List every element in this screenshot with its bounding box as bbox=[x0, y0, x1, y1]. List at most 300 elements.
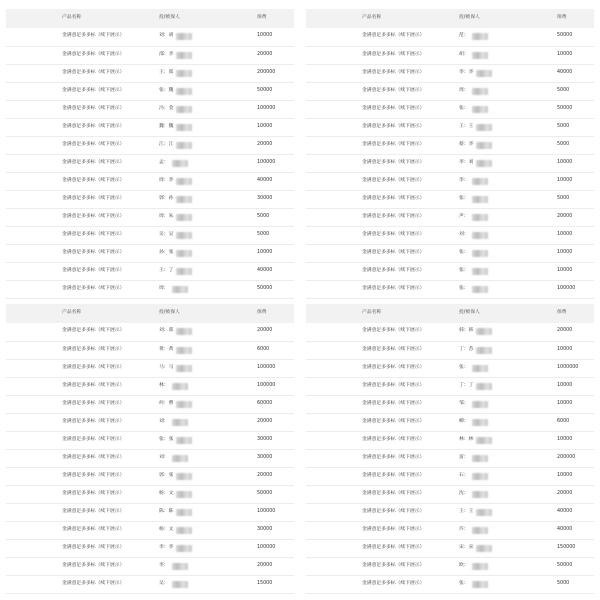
table-body bbox=[306, 28, 594, 298]
product-name-cell: 金满意足多多标（续下展示） bbox=[362, 87, 425, 93]
holder-cell bbox=[459, 100, 557, 118]
policy-table bbox=[306, 304, 594, 594]
premium-cell: 40000 bbox=[557, 69, 573, 75]
product-name-cell: 金满意足多多标（续下展示） bbox=[362, 436, 425, 442]
product-name-cell: 金满意足多多标（续下展示） bbox=[362, 346, 425, 352]
holder-name: 冯：金 bbox=[159, 105, 174, 111]
holder-name: 郭：张 bbox=[159, 472, 174, 478]
premium-cell: 20000 bbox=[257, 51, 273, 57]
premium-cell: 15000 bbox=[257, 580, 273, 586]
privacy-blur-mask bbox=[472, 250, 488, 257]
holder-cell bbox=[159, 503, 257, 521]
holder-cell bbox=[159, 539, 257, 557]
header-holder: 投/被保人 bbox=[159, 15, 180, 21]
holder-name: 刘： bbox=[159, 418, 169, 424]
privacy-blur-mask bbox=[472, 581, 488, 588]
holder-name: 杨：文 bbox=[159, 490, 174, 496]
holder-name: 张： bbox=[459, 580, 469, 586]
holder-cell-content bbox=[459, 250, 557, 257]
product-name-cell: 金满意足多多标（续下展示） bbox=[62, 400, 125, 406]
holder-cell bbox=[159, 521, 257, 539]
privacy-blur-mask bbox=[472, 563, 488, 570]
premium-cell: 40000 bbox=[557, 526, 573, 532]
premium-cell: 100000 bbox=[257, 364, 276, 370]
holder-name: 张： bbox=[459, 249, 469, 255]
holder-name: 李： bbox=[159, 562, 169, 568]
table-row bbox=[6, 28, 294, 46]
product-name-cell: 金满意足多多标（续下展示） bbox=[362, 141, 425, 147]
privacy-blur-mask bbox=[472, 106, 488, 113]
table-row bbox=[306, 64, 594, 82]
holder-cell bbox=[459, 244, 557, 262]
privacy-blur-mask bbox=[476, 70, 492, 77]
table-row bbox=[6, 323, 294, 341]
product-name-cell: 金满意足多多标（续下展示） bbox=[62, 159, 125, 165]
table-row bbox=[306, 262, 594, 280]
holder-cell-content bbox=[159, 365, 257, 372]
product-name-cell: 金满意足多多标（续下展示） bbox=[362, 213, 425, 219]
product-name-cell: 金满意足多多标（续下展示） bbox=[62, 544, 125, 550]
holder-cell-content bbox=[459, 124, 557, 131]
header-product-name: 产品名称 bbox=[62, 15, 82, 21]
premium-cell: 50000 bbox=[257, 490, 273, 496]
product-name-cell: 金满意足多多标（续下展示） bbox=[62, 580, 125, 586]
table-row bbox=[6, 377, 294, 395]
premium-cell: 20000 bbox=[557, 490, 573, 496]
holder-cell bbox=[159, 82, 257, 100]
holder-cell-content bbox=[459, 328, 557, 335]
table-row bbox=[306, 208, 594, 226]
holder-name: 王：丁 bbox=[159, 267, 174, 273]
privacy-blur-mask bbox=[472, 286, 488, 293]
privacy-blur-mask bbox=[176, 214, 192, 221]
table-row bbox=[6, 136, 294, 154]
holder-cell-content bbox=[459, 196, 557, 203]
holder-name: 马：马 bbox=[159, 364, 174, 370]
holder-cell-content bbox=[159, 196, 257, 203]
holder-name: 江：江 bbox=[159, 141, 174, 147]
holder-cell-content bbox=[459, 160, 557, 167]
holder-cell bbox=[159, 467, 257, 485]
holder-cell-content bbox=[159, 347, 257, 354]
privacy-blur-mask bbox=[472, 88, 488, 95]
holder-name: 邵：李 bbox=[159, 51, 174, 57]
product-name-cell: 金满意足多多标（续下展示） bbox=[62, 177, 125, 183]
premium-cell: 40000 bbox=[257, 267, 273, 273]
privacy-blur-mask bbox=[472, 268, 488, 275]
premium-cell: 30000 bbox=[257, 526, 273, 532]
privacy-blur-mask bbox=[472, 491, 488, 498]
product-name-cell: 金满意足多多标（续下展示） bbox=[362, 328, 425, 334]
holder-cell-content bbox=[159, 545, 257, 552]
premium-cell: 10000 bbox=[257, 33, 273, 39]
premium-cell: 20000 bbox=[257, 472, 273, 478]
holder-name: 张： bbox=[459, 267, 469, 273]
premium-cell: 100000 bbox=[257, 159, 276, 165]
holder-cell bbox=[159, 118, 257, 136]
holder-cell bbox=[159, 575, 257, 593]
premium-cell: 10000 bbox=[557, 472, 573, 478]
table-header-row bbox=[6, 304, 294, 323]
holder-cell bbox=[159, 485, 257, 503]
holder-cell bbox=[159, 154, 257, 172]
privacy-blur-mask bbox=[176, 33, 192, 40]
holder-cell-content bbox=[159, 268, 257, 275]
table-row bbox=[6, 172, 294, 190]
holder-name: 刘： bbox=[459, 231, 469, 237]
product-name-cell: 金满意足多多标（续下展示） bbox=[62, 454, 125, 460]
premium-cell: 30000 bbox=[257, 436, 273, 442]
privacy-blur-mask bbox=[472, 196, 488, 203]
premium-cell: 5000 bbox=[557, 123, 570, 129]
holder-cell-content bbox=[159, 473, 257, 480]
table-row bbox=[6, 46, 294, 64]
product-name-cell: 金满意足多多标（续下展示） bbox=[62, 526, 125, 532]
privacy-blur-mask bbox=[176, 509, 192, 516]
privacy-blur-mask bbox=[476, 142, 492, 149]
privacy-blur-mask bbox=[176, 347, 192, 354]
privacy-blur-mask bbox=[472, 455, 488, 462]
holder-cell-content bbox=[159, 33, 257, 40]
table-row bbox=[6, 359, 294, 377]
table-row bbox=[306, 341, 594, 359]
holder-name: 孟： bbox=[159, 159, 169, 165]
holder-cell bbox=[459, 28, 557, 46]
table-row bbox=[6, 485, 294, 503]
holder-name: 林：林 bbox=[459, 436, 474, 442]
holder-cell bbox=[159, 64, 257, 82]
product-name-cell: 金满意足多多标（续下展示） bbox=[362, 562, 425, 568]
policy-table-panel-bottom-left bbox=[6, 304, 294, 595]
holder-name: 张： bbox=[459, 105, 469, 111]
privacy-blur-mask bbox=[176, 196, 192, 203]
table-row bbox=[6, 521, 294, 539]
holder-cell bbox=[459, 485, 557, 503]
premium-cell: 40000 bbox=[257, 177, 273, 183]
product-name-cell: 金满意足多多标（续下展示） bbox=[362, 526, 425, 532]
table-row bbox=[306, 467, 594, 485]
table-row bbox=[306, 100, 594, 118]
product-name-cell: 金满意足多多标（续下展示） bbox=[362, 33, 425, 39]
holder-cell bbox=[459, 208, 557, 226]
header-holder: 投/被保人 bbox=[159, 310, 180, 316]
table-row bbox=[6, 503, 294, 521]
holder-name: 胡： bbox=[459, 51, 469, 57]
product-name-cell: 金满意足多多标（续下展示） bbox=[62, 87, 125, 93]
holder-cell bbox=[459, 280, 557, 298]
premium-cell: 50000 bbox=[557, 33, 573, 39]
product-name-cell: 金满意足多多标（续下展示） bbox=[362, 51, 425, 57]
product-name-cell: 金满意足多多标（续下展示） bbox=[62, 436, 125, 442]
product-name-cell: 金满意足多多标（续下展示） bbox=[62, 51, 125, 57]
holder-cell bbox=[459, 539, 557, 557]
holder-name: 王：王 bbox=[459, 508, 474, 514]
holder-cell bbox=[459, 467, 557, 485]
holder-cell bbox=[459, 82, 557, 100]
holder-cell-content bbox=[459, 33, 557, 40]
holder-cell-content bbox=[459, 286, 557, 293]
product-name-cell: 金满意足多多标（续下展示） bbox=[62, 364, 125, 370]
holder-cell bbox=[159, 226, 257, 244]
premium-cell: 10000 bbox=[557, 436, 573, 442]
premium-cell: 1000000 bbox=[557, 364, 579, 370]
holder-cell bbox=[459, 557, 557, 575]
table-row bbox=[306, 226, 594, 244]
holder-cell-content bbox=[459, 527, 557, 534]
holder-name: 周： bbox=[159, 285, 169, 291]
holder-name: 吴： bbox=[159, 580, 169, 586]
holder-cell-content bbox=[159, 70, 257, 77]
holder-name: 周：朱 bbox=[159, 213, 174, 219]
premium-cell: 30000 bbox=[257, 195, 273, 201]
premium-cell: 5000 bbox=[257, 213, 270, 219]
premium-cell: 100000 bbox=[557, 285, 576, 291]
privacy-blur-mask bbox=[176, 88, 192, 95]
privacy-blur-mask bbox=[176, 527, 192, 534]
policy-table-panel-top-right bbox=[306, 9, 594, 300]
premium-cell: 5000 bbox=[557, 141, 570, 147]
policy-table bbox=[306, 9, 594, 299]
privacy-blur-mask bbox=[172, 419, 188, 426]
holder-name: 黄：黄 bbox=[159, 346, 174, 352]
holder-name: 刘： bbox=[159, 454, 169, 460]
table-row bbox=[6, 341, 294, 359]
holder-cell bbox=[159, 431, 257, 449]
premium-cell: 20000 bbox=[257, 562, 273, 568]
holder-cell-content bbox=[459, 268, 557, 275]
holder-name: 李：李 bbox=[459, 69, 474, 75]
holder-name: 石： bbox=[459, 472, 469, 478]
header-premium: 保费 bbox=[257, 15, 267, 21]
holder-cell bbox=[459, 154, 557, 172]
table-row bbox=[306, 521, 594, 539]
holder-cell-content bbox=[459, 214, 557, 221]
premium-cell: 150000 bbox=[557, 544, 576, 550]
product-name-cell: 金满意足多多标（续下展示） bbox=[62, 249, 125, 255]
product-name-cell: 金满意足多多标（续下展示） bbox=[62, 472, 125, 478]
header-holder: 投/被保人 bbox=[459, 15, 480, 21]
privacy-blur-mask bbox=[472, 178, 488, 185]
holder-name: 张：张 bbox=[159, 436, 174, 442]
premium-cell: 100000 bbox=[257, 382, 276, 388]
holder-cell-content bbox=[159, 178, 257, 185]
table-row bbox=[306, 244, 594, 262]
holder-cell-content bbox=[459, 581, 557, 588]
holder-name: 范： bbox=[459, 33, 469, 39]
holder-cell-content bbox=[159, 401, 257, 408]
holder-name: 李：李 bbox=[159, 544, 174, 550]
table-row bbox=[306, 485, 594, 503]
product-name-cell: 金满意足多多标（续下展示） bbox=[362, 544, 425, 550]
holder-name: 何：曹 bbox=[159, 400, 174, 406]
premium-cell: 200000 bbox=[257, 69, 276, 75]
table-row bbox=[306, 377, 594, 395]
privacy-blur-mask bbox=[472, 419, 488, 426]
privacy-blur-mask bbox=[476, 347, 492, 354]
table-row bbox=[6, 575, 294, 593]
holder-name: 张：魏 bbox=[159, 87, 174, 93]
privacy-blur-mask bbox=[476, 124, 492, 131]
product-name-cell: 金满意足多多标（续下展示） bbox=[362, 454, 425, 460]
premium-cell: 10000 bbox=[557, 267, 573, 273]
holder-name: 丁：苏 bbox=[459, 346, 474, 352]
privacy-blur-mask bbox=[472, 401, 488, 408]
privacy-blur-mask bbox=[176, 328, 192, 335]
privacy-blur-mask bbox=[476, 509, 492, 516]
privacy-blur-mask bbox=[476, 383, 492, 390]
premium-cell: 10000 bbox=[557, 51, 573, 57]
holder-cell bbox=[159, 244, 257, 262]
premium-cell: 5000 bbox=[557, 87, 570, 93]
premium-cell: 10000 bbox=[557, 346, 573, 352]
product-name-cell: 金满意足多多标（续下展示） bbox=[362, 580, 425, 586]
holder-cell bbox=[459, 431, 557, 449]
privacy-blur-mask bbox=[172, 286, 188, 293]
holder-cell-content bbox=[159, 509, 257, 516]
holder-name: 宋：宋 bbox=[459, 544, 474, 550]
privacy-blur-mask bbox=[476, 545, 492, 552]
holder-name: 欧： bbox=[459, 562, 469, 568]
premium-cell: 20000 bbox=[257, 141, 273, 147]
product-name-cell: 金满意足多多标（续下展示） bbox=[62, 418, 125, 424]
holder-cell bbox=[159, 28, 257, 46]
premium-cell: 10000 bbox=[557, 159, 573, 165]
product-name-cell: 金满意足多多标（续下展示） bbox=[362, 490, 425, 496]
holder-cell bbox=[159, 190, 257, 208]
holder-cell-content bbox=[159, 563, 257, 570]
product-name-cell: 金满意足多多标（续下展示） bbox=[362, 249, 425, 255]
table-row bbox=[306, 172, 594, 190]
premium-cell: 10000 bbox=[557, 382, 573, 388]
holder-name: 李：刘 bbox=[459, 159, 474, 165]
privacy-blur-mask bbox=[176, 437, 192, 444]
holder-cell bbox=[459, 64, 557, 82]
table-row bbox=[306, 449, 594, 467]
holder-cell bbox=[459, 226, 557, 244]
product-name-cell: 金满意足多多标（续下展示） bbox=[62, 490, 125, 496]
header-premium: 保费 bbox=[557, 15, 567, 21]
privacy-blur-mask bbox=[472, 232, 488, 239]
table-header-row bbox=[306, 9, 594, 28]
holder-name: 吴：吴 bbox=[159, 231, 174, 237]
policy-table bbox=[6, 304, 294, 594]
holder-cell-content bbox=[159, 232, 257, 239]
product-name-cell: 金满意足多多标（续下展示） bbox=[62, 382, 125, 388]
table-row bbox=[306, 575, 594, 593]
holder-cell bbox=[459, 377, 557, 395]
holder-cell bbox=[459, 503, 557, 521]
product-name-cell: 金满意足多多标（续下展示） bbox=[62, 562, 125, 568]
holder-cell-content bbox=[459, 563, 557, 570]
premium-cell: 100000 bbox=[257, 508, 276, 514]
product-name-cell: 金满意足多多标（续下展示） bbox=[362, 472, 425, 478]
product-name-cell: 金满意足多多标（续下展示） bbox=[62, 508, 125, 514]
table-row bbox=[6, 413, 294, 431]
premium-cell: 20000 bbox=[257, 328, 273, 334]
product-name-cell: 金满意足多多标（续下展示） bbox=[362, 400, 425, 406]
holder-cell-content bbox=[459, 178, 557, 185]
premium-cell: 10000 bbox=[557, 177, 573, 183]
holder-name: 刘：胡 bbox=[159, 33, 174, 39]
table-row bbox=[306, 136, 594, 154]
holder-name: 林： bbox=[159, 382, 169, 388]
header-product-name: 产品名称 bbox=[62, 310, 82, 316]
privacy-blur-mask bbox=[476, 160, 492, 167]
table-row bbox=[306, 46, 594, 64]
table-row bbox=[6, 557, 294, 575]
premium-cell: 5000 bbox=[557, 580, 570, 586]
table-row bbox=[6, 100, 294, 118]
holder-cell bbox=[159, 323, 257, 341]
product-name-cell: 金满意足多多标（续下展示） bbox=[362, 177, 425, 183]
holder-cell-content bbox=[159, 527, 257, 534]
holder-name: 王：郑 bbox=[159, 69, 174, 75]
product-name-cell: 金满意足多多标（续下展示） bbox=[62, 33, 125, 39]
holder-cell bbox=[159, 377, 257, 395]
holder-cell-content bbox=[459, 455, 557, 462]
privacy-blur-mask bbox=[472, 473, 488, 480]
table-row bbox=[6, 118, 294, 136]
holder-cell-content bbox=[159, 286, 257, 293]
premium-cell: 100000 bbox=[257, 105, 276, 111]
premium-cell: 30000 bbox=[257, 454, 273, 460]
privacy-blur-mask bbox=[176, 70, 192, 77]
holder-name: 周： bbox=[459, 87, 469, 93]
holder-cell-content bbox=[159, 142, 257, 149]
holder-cell-content bbox=[459, 365, 557, 372]
premium-cell: 40000 bbox=[557, 508, 573, 514]
holder-cell-content bbox=[159, 52, 257, 59]
holder-name: 魏：魏 bbox=[159, 123, 174, 129]
privacy-blur-mask bbox=[176, 232, 192, 239]
holder-name: 杨：文 bbox=[159, 526, 174, 532]
product-name-cell: 金满意足多多标（续下展示） bbox=[362, 105, 425, 111]
holder-cell bbox=[159, 341, 257, 359]
holder-cell-content bbox=[459, 52, 557, 59]
table-row bbox=[6, 467, 294, 485]
holder-cell-content bbox=[459, 473, 557, 480]
product-name-cell: 金满意足多多标（续下展示） bbox=[62, 346, 125, 352]
holder-cell-content bbox=[459, 88, 557, 95]
table-header-row bbox=[6, 9, 294, 28]
holder-cell-content bbox=[159, 383, 257, 390]
privacy-blur-mask bbox=[176, 250, 192, 257]
holder-cell-content bbox=[159, 124, 257, 131]
holder-cell bbox=[459, 46, 557, 64]
product-name-cell: 金满意足多多标（续下展示） bbox=[62, 267, 125, 273]
product-name-cell: 金满意足多多标（续下展示） bbox=[362, 69, 425, 75]
holder-cell bbox=[459, 359, 557, 377]
privacy-blur-mask bbox=[472, 33, 488, 40]
privacy-blur-mask bbox=[472, 527, 488, 534]
privacy-blur-mask bbox=[176, 52, 192, 59]
privacy-blur-mask bbox=[176, 401, 192, 408]
premium-cell: 5000 bbox=[557, 195, 570, 201]
table-row bbox=[306, 323, 594, 341]
premium-cell: 50000 bbox=[557, 562, 573, 568]
table-row bbox=[6, 431, 294, 449]
product-name-cell: 金满意足多多标（续下展示） bbox=[362, 382, 425, 388]
table-row bbox=[6, 262, 294, 280]
premium-cell: 20000 bbox=[257, 418, 273, 424]
privacy-blur-mask bbox=[172, 581, 188, 588]
product-name-cell: 金满意足多多标（续下展示） bbox=[362, 418, 425, 424]
holder-cell bbox=[159, 413, 257, 431]
holder-cell-content bbox=[159, 88, 257, 95]
table-row bbox=[6, 154, 294, 172]
table-row bbox=[306, 154, 594, 172]
holder-name: 孙：张 bbox=[159, 249, 174, 255]
